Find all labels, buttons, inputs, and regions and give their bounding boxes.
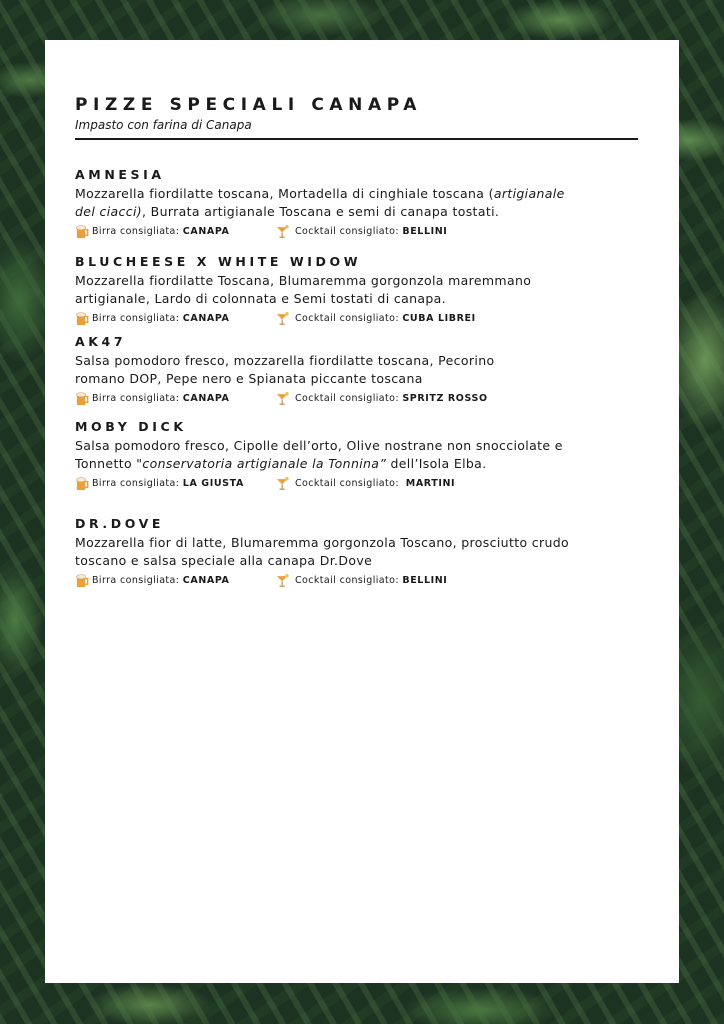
beer-value: CANAPA — [182, 225, 230, 237]
beer-recommendation — [75, 573, 276, 588]
recommendations — [75, 310, 638, 326]
item-name: BLUCHEESE X WHITE WIDOW — [75, 254, 362, 269]
beer-label: Birra consigliata: — [92, 312, 180, 324]
item-description-italic: conservatoria artigianale la Tonnina” — [142, 455, 387, 471]
cocktail-recommendation — [276, 573, 447, 588]
item-description-italic: artigianale del ciacci) — [75, 186, 565, 219]
cocktail-glass-icon — [276, 476, 290, 491]
beer-mug-icon — [75, 573, 90, 588]
item-description-text: Mozzarella fiordilatte toscana, Mortadella di cinghiale toscana ( — [75, 186, 494, 201]
menu-item-ak47 — [75, 334, 638, 406]
beer-mug-icon — [75, 391, 90, 406]
cocktail-glass-icon — [276, 573, 290, 588]
recommendations — [75, 223, 638, 239]
cocktail-label: Cocktail consigliato: — [295, 574, 399, 586]
item-name: DR.DOVE — [75, 516, 165, 531]
beer-label: Birra consigliata: — [92, 225, 180, 237]
menu-item-blucheese-x-white-widow — [75, 254, 638, 326]
beer-label: Birra consigliata: — [92, 574, 180, 586]
beer-recommendation — [75, 311, 276, 326]
cocktail-recommendation — [276, 391, 488, 406]
item-description-text: dell’Isola Elba. — [386, 455, 487, 471]
cocktail-label: Cocktail consigliato: — [295, 312, 399, 324]
cocktail-glass-icon — [276, 224, 290, 239]
beer-value: LA GIUSTA — [182, 477, 244, 489]
cocktail-value: MARTINI — [405, 477, 456, 489]
item-name: AK47 — [75, 334, 127, 349]
beer-value: CANAPA — [182, 574, 230, 586]
item-name: MOBY DICK — [75, 419, 187, 434]
item-name: AMNESIA — [75, 167, 165, 182]
recommendations — [75, 390, 638, 406]
cocktail-value: SPRITZ ROSSO — [402, 392, 488, 404]
item-description: Mozzarella fiordilatte Toscana, Blumaremma gorgonzola maremmano artigianale, Lardo di colonnata e Semi tostati di canapa. — [75, 273, 532, 306]
beer-label: Birra consigliata: — [92, 392, 180, 404]
recommendations — [75, 572, 638, 588]
beer-recommendation — [75, 224, 276, 239]
item-description-text: , Burrata artigianale Toscana e semi di canapa tostati. — [142, 203, 500, 219]
cocktail-glass-icon — [276, 311, 290, 326]
cocktail-label: Cocktail consigliato: — [295, 392, 399, 404]
beer-value: CANAPA — [182, 392, 230, 404]
item-description-text: Salsa pomodoro fresco, Cipolle dell’orto, Olive nostrane non snocciolate e Tonnetto " — [75, 438, 563, 471]
cocktail-recommendation — [276, 311, 476, 326]
item-description — [75, 437, 585, 472]
beer-recommendation — [75, 391, 276, 406]
beer-mug-icon — [75, 476, 90, 491]
cocktail-value: BELLINI — [402, 574, 448, 586]
cocktail-glass-icon — [276, 391, 290, 406]
item-description: Mozzarella fior di latte, Blumaremma gorgonzola Toscano, prosciutto crudo toscano e salsa speciale alla canapa Dr.Dove — [75, 535, 570, 568]
menu-page — [45, 40, 679, 983]
beer-mug-icon — [75, 311, 90, 326]
menu-item-dr-dove — [75, 516, 638, 588]
cocktail-recommendation — [276, 224, 447, 239]
item-description: Salsa pomodoro fresco, mozzarella fiordilatte toscana, Pecorino romano DOP, Pepe nero e Spianata piccante toscana — [75, 353, 495, 386]
beer-value: CANAPA — [182, 312, 230, 324]
beer-label: Birra consigliata: — [92, 477, 180, 489]
cocktail-recommendation — [276, 476, 455, 491]
title-divider — [75, 138, 638, 140]
page-subtitle: Impasto con farina di Canapa — [75, 118, 252, 132]
cocktail-label: Cocktail consigliato: — [295, 477, 399, 489]
recommendations — [75, 475, 638, 491]
beer-mug-icon — [75, 224, 90, 239]
menu-item-amnesia — [75, 167, 638, 239]
cocktail-value: BELLINI — [402, 225, 448, 237]
menu-item-moby-dick — [75, 419, 638, 491]
cocktail-label: Cocktail consigliato: — [295, 225, 399, 237]
cocktail-value: CUBA LIBREI — [402, 312, 476, 324]
beer-recommendation — [75, 476, 276, 491]
page-title: PIZZE SPECIALI CANAPA — [75, 95, 422, 115]
item-description — [75, 185, 585, 220]
